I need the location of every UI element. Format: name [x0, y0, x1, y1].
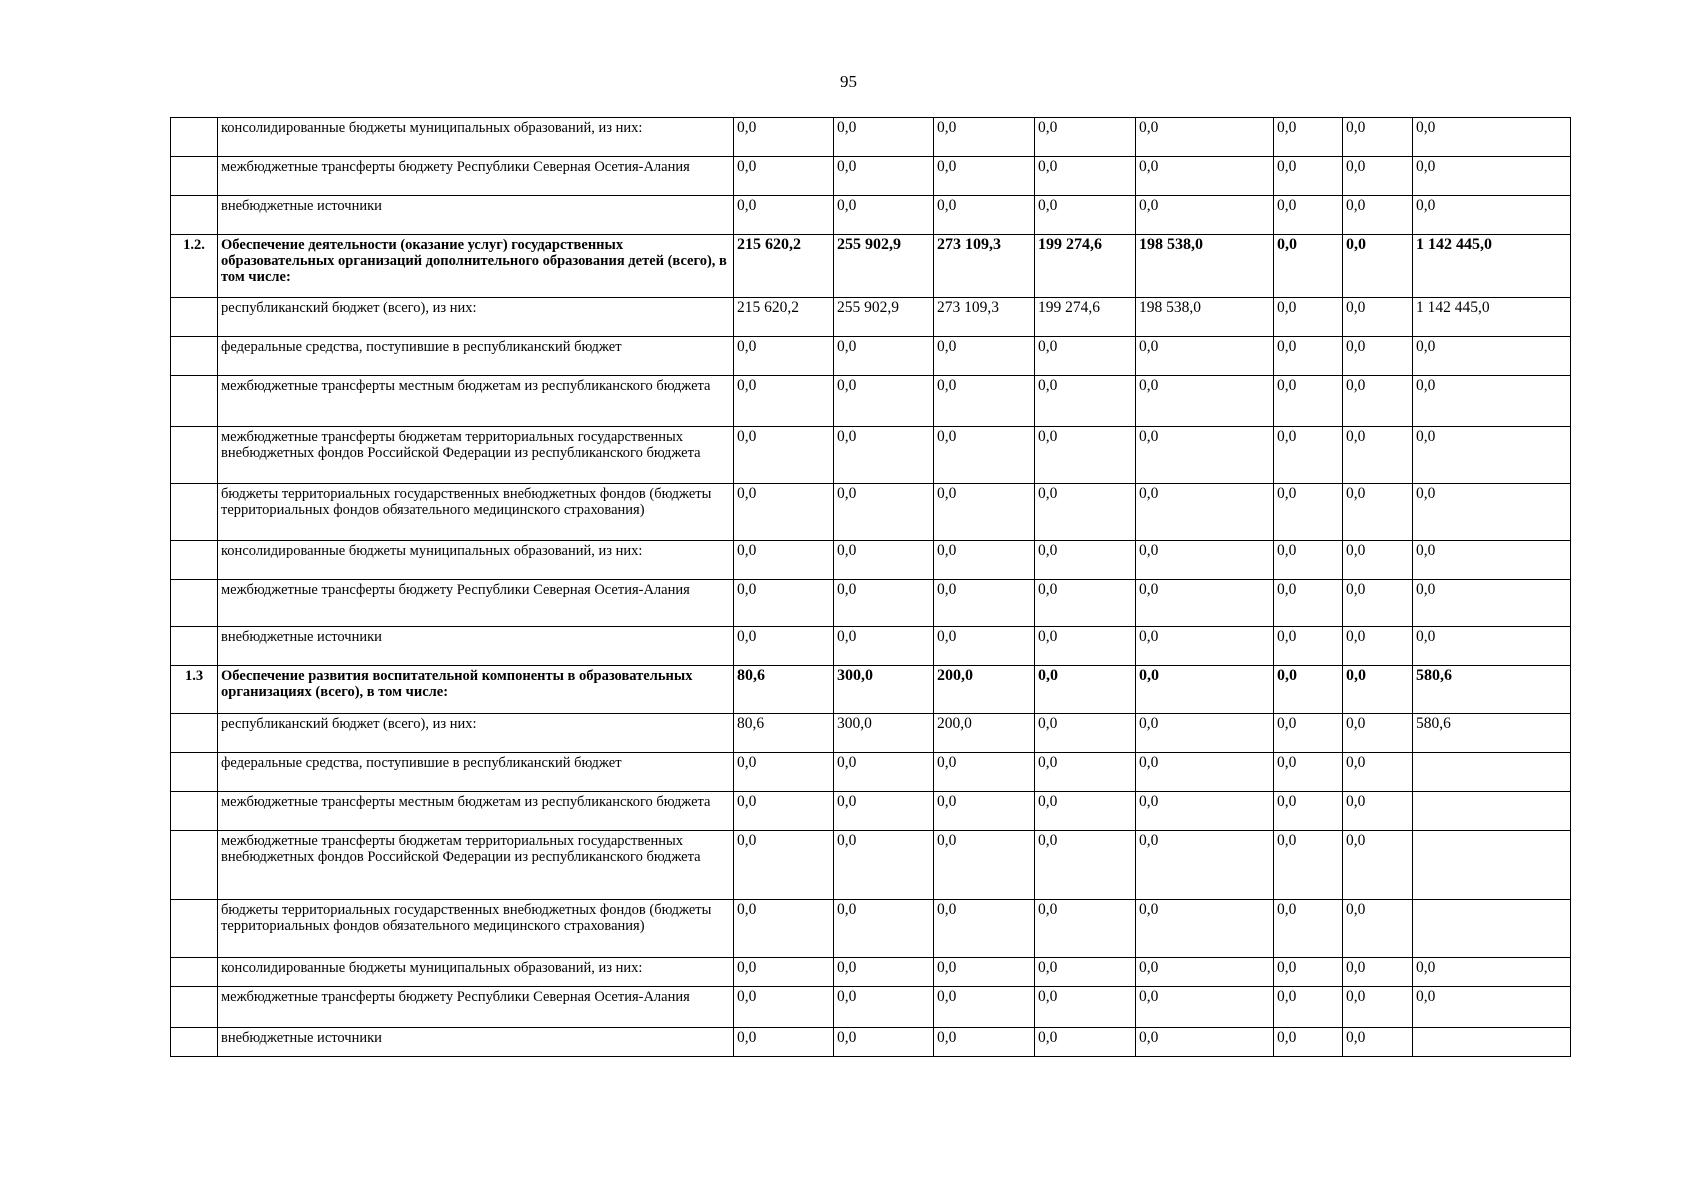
value-cell: 0,0 [834, 753, 934, 792]
table-row [171, 831, 1571, 900]
value-cell: 0,0 [1343, 298, 1413, 337]
row-number-cell [171, 1028, 218, 1057]
value-cell: 0,0 [1136, 958, 1274, 987]
value-cell: 215 620,2 [734, 235, 834, 298]
row-number-cell [171, 900, 218, 958]
table-row [171, 714, 1571, 753]
value-cell [1413, 753, 1571, 792]
value-cell: 0,0 [1136, 484, 1274, 541]
value-cell: 0,0 [1274, 484, 1343, 541]
value-cell: 0,0 [1413, 427, 1571, 484]
value-cell: 0,0 [1343, 157, 1413, 196]
value-cell: 0,0 [1343, 958, 1413, 987]
row-number-cell [171, 541, 218, 580]
table-row [171, 427, 1571, 484]
value-cell: 0,0 [1035, 900, 1136, 958]
value-cell [1413, 792, 1571, 831]
row-label-cell: консолидированные бюджеты муниципальных образований, из них: [218, 958, 734, 987]
value-cell [1413, 831, 1571, 900]
value-cell: 0,0 [734, 376, 834, 427]
value-cell: 0,0 [934, 118, 1035, 157]
value-cell: 0,0 [1274, 337, 1343, 376]
value-cell: 80,6 [734, 714, 834, 753]
value-cell: 0,0 [1413, 337, 1571, 376]
row-number-cell [171, 987, 218, 1028]
value-cell: 0,0 [734, 987, 834, 1028]
value-cell: 0,0 [1274, 714, 1343, 753]
value-cell: 0,0 [1343, 235, 1413, 298]
value-cell: 0,0 [734, 580, 834, 627]
value-cell: 0,0 [934, 541, 1035, 580]
value-cell: 0,0 [1274, 753, 1343, 792]
value-cell: 0,0 [834, 484, 934, 541]
value-cell: 0,0 [1413, 376, 1571, 427]
row-label-cell: бюджеты территориальных государственных внебюджетных фондов (бюджеты территориальных фондов обязательного медицинского страхования) [218, 900, 734, 958]
value-cell: 0,0 [1413, 484, 1571, 541]
value-cell: 0,0 [734, 337, 834, 376]
value-cell: 0,0 [934, 157, 1035, 196]
row-label-cell: внебюджетные источники [218, 196, 734, 235]
row-number-cell [171, 792, 218, 831]
table-row [171, 792, 1571, 831]
value-cell: 0,0 [734, 427, 834, 484]
value-cell: 0,0 [1035, 666, 1136, 714]
value-cell: 1 142 445,0 [1413, 235, 1571, 298]
value-cell: 0,0 [1343, 831, 1413, 900]
value-cell: 0,0 [1035, 1028, 1136, 1057]
value-cell: 0,0 [1343, 580, 1413, 627]
value-cell: 0,0 [934, 627, 1035, 666]
value-cell: 300,0 [834, 714, 934, 753]
table-row [171, 1028, 1571, 1057]
row-number-cell [171, 157, 218, 196]
value-cell: 0,0 [1136, 627, 1274, 666]
value-cell: 0,0 [1136, 118, 1274, 157]
value-cell: 0,0 [1413, 627, 1571, 666]
table-row [171, 666, 1571, 714]
value-cell: 273 109,3 [934, 235, 1035, 298]
table-row [171, 627, 1571, 666]
row-label-cell: межбюджетные трансферты бюджету Республики Северная Осетия-Алания [218, 987, 734, 1028]
row-number-cell [171, 753, 218, 792]
value-cell: 0,0 [1274, 627, 1343, 666]
row-number-cell [171, 427, 218, 484]
row-label-cell: консолидированные бюджеты муниципальных образований, из них: [218, 118, 734, 157]
row-number-cell [171, 831, 218, 900]
value-cell: 580,6 [1413, 666, 1571, 714]
value-cell: 200,0 [934, 666, 1035, 714]
row-label-cell: федеральные средства, поступившие в республиканский бюджет [218, 753, 734, 792]
value-cell: 0,0 [734, 792, 834, 831]
value-cell: 0,0 [834, 1028, 934, 1057]
row-label-cell: внебюджетные источники [218, 627, 734, 666]
value-cell: 0,0 [934, 196, 1035, 235]
row-label-cell: республиканский бюджет (всего), из них: [218, 298, 734, 337]
value-cell: 0,0 [1343, 337, 1413, 376]
value-cell: 200,0 [934, 714, 1035, 753]
value-cell: 0,0 [1343, 196, 1413, 235]
value-cell: 0,0 [1136, 987, 1274, 1028]
value-cell: 0,0 [1136, 157, 1274, 196]
value-cell: 0,0 [934, 958, 1035, 987]
value-cell: 0,0 [734, 541, 834, 580]
value-cell: 0,0 [1274, 298, 1343, 337]
value-cell: 0,0 [834, 196, 934, 235]
value-cell: 0,0 [834, 376, 934, 427]
value-cell: 215 620,2 [734, 298, 834, 337]
value-cell: 0,0 [1136, 1028, 1274, 1057]
value-cell: 0,0 [834, 541, 934, 580]
row-label-cell: межбюджетные трансферты местным бюджетам из республиканского бюджета [218, 376, 734, 427]
value-cell: 0,0 [1274, 1028, 1343, 1057]
value-cell: 0,0 [734, 484, 834, 541]
value-cell: 0,0 [1035, 958, 1136, 987]
value-cell: 0,0 [1274, 900, 1343, 958]
value-cell: 0,0 [834, 427, 934, 484]
row-number-cell: 1.2. [171, 235, 218, 298]
value-cell: 199 274,6 [1035, 298, 1136, 337]
value-cell: 0,0 [934, 376, 1035, 427]
value-cell: 80,6 [734, 666, 834, 714]
value-cell: 0,0 [1035, 118, 1136, 157]
value-cell: 0,0 [1274, 196, 1343, 235]
value-cell: 0,0 [1136, 196, 1274, 235]
value-cell: 0,0 [734, 753, 834, 792]
value-cell: 0,0 [1413, 196, 1571, 235]
row-label-cell: межбюджетные трансферты бюджету Республики Северная Осетия-Алания [218, 157, 734, 196]
value-cell: 0,0 [1274, 987, 1343, 1028]
value-cell: 0,0 [734, 900, 834, 958]
page-number: 95 [840, 72, 857, 91]
value-cell: 0,0 [934, 987, 1035, 1028]
value-cell: 0,0 [1136, 792, 1274, 831]
row-label-cell: республиканский бюджет (всего), из них: [218, 714, 734, 753]
value-cell: 0,0 [934, 1028, 1035, 1057]
value-cell: 255 902,9 [834, 235, 934, 298]
value-cell: 0,0 [1413, 118, 1571, 157]
value-cell: 0,0 [1343, 118, 1413, 157]
row-number-cell [171, 298, 218, 337]
table-row [171, 298, 1571, 337]
value-cell: 0,0 [1035, 831, 1136, 900]
value-cell: 0,0 [934, 753, 1035, 792]
value-cell: 0,0 [1035, 541, 1136, 580]
value-cell: 255 902,9 [834, 298, 934, 337]
value-cell: 0,0 [1413, 580, 1571, 627]
row-label-cell: федеральные средства, поступившие в республиканский бюджет [218, 337, 734, 376]
value-cell: 0,0 [1343, 792, 1413, 831]
value-cell: 0,0 [1274, 958, 1343, 987]
value-cell: 0,0 [834, 118, 934, 157]
row-number-cell [171, 580, 218, 627]
value-cell: 0,0 [834, 831, 934, 900]
value-cell: 0,0 [1035, 792, 1136, 831]
value-cell: 0,0 [1343, 541, 1413, 580]
table-row [171, 337, 1571, 376]
value-cell: 0,0 [1274, 541, 1343, 580]
value-cell: 0,0 [834, 157, 934, 196]
value-cell: 273 109,3 [934, 298, 1035, 337]
value-cell: 198 538,0 [1136, 235, 1274, 298]
value-cell: 0,0 [834, 627, 934, 666]
value-cell: 0,0 [1136, 580, 1274, 627]
value-cell: 0,0 [1035, 196, 1136, 235]
table-row [171, 958, 1571, 987]
value-cell: 0,0 [734, 1028, 834, 1057]
row-number-cell [171, 484, 218, 541]
row-label-cell: Обеспечение деятельности (оказание услуг) государственных образовательных организаций дополнительного образования детей (всего), в том числе: [218, 235, 734, 298]
value-cell: 0,0 [1035, 337, 1136, 376]
value-cell: 0,0 [1136, 337, 1274, 376]
value-cell: 0,0 [834, 958, 934, 987]
table-row [171, 541, 1571, 580]
value-cell: 0,0 [1413, 987, 1571, 1028]
row-number-cell [171, 118, 218, 157]
value-cell: 0,0 [734, 118, 834, 157]
row-label-cell: бюджеты территориальных государственных внебюджетных фондов (бюджеты территориальных фондов обязательного медицинского страхования) [218, 484, 734, 541]
value-cell: 0,0 [1136, 831, 1274, 900]
value-cell: 0,0 [1136, 666, 1274, 714]
table-row [171, 376, 1571, 427]
value-cell: 0,0 [1413, 958, 1571, 987]
value-cell: 0,0 [1274, 376, 1343, 427]
value-cell: 0,0 [1274, 666, 1343, 714]
value-cell: 0,0 [1136, 376, 1274, 427]
value-cell: 0,0 [1343, 666, 1413, 714]
value-cell: 0,0 [1343, 376, 1413, 427]
table-row [171, 157, 1571, 196]
row-label-cell: консолидированные бюджеты муниципальных образований, из них: [218, 541, 734, 580]
row-number-cell [171, 376, 218, 427]
table-row [171, 196, 1571, 235]
value-cell: 0,0 [834, 792, 934, 831]
value-cell: 0,0 [1343, 427, 1413, 484]
value-cell: 0,0 [734, 958, 834, 987]
value-cell: 199 274,6 [1035, 235, 1136, 298]
value-cell: 0,0 [1035, 484, 1136, 541]
value-cell: 0,0 [934, 427, 1035, 484]
value-cell: 0,0 [1136, 541, 1274, 580]
value-cell: 0,0 [834, 900, 934, 958]
value-cell: 0,0 [1274, 235, 1343, 298]
table-row [171, 753, 1571, 792]
value-cell [1413, 1028, 1571, 1057]
value-cell: 0,0 [1035, 427, 1136, 484]
row-label-cell: межбюджетные трансферты бюджету Республики Северная Осетия-Алания [218, 580, 734, 627]
row-number-cell: 1.3 [171, 666, 218, 714]
value-cell: 0,0 [934, 831, 1035, 900]
value-cell: 0,0 [1274, 118, 1343, 157]
row-label-cell: межбюджетные трансферты местным бюджетам из республиканского бюджета [218, 792, 734, 831]
budget-table [170, 117, 1571, 1057]
value-cell: 0,0 [1136, 900, 1274, 958]
table-row [171, 987, 1571, 1028]
table-row [171, 118, 1571, 157]
table-row [171, 900, 1571, 958]
value-cell: 0,0 [1035, 580, 1136, 627]
value-cell: 0,0 [1343, 987, 1413, 1028]
value-cell: 0,0 [1274, 580, 1343, 627]
value-cell: 0,0 [1136, 427, 1274, 484]
value-cell: 0,0 [1343, 627, 1413, 666]
value-cell: 580,6 [1413, 714, 1571, 753]
value-cell: 0,0 [1136, 753, 1274, 792]
value-cell: 0,0 [934, 580, 1035, 627]
table-row [171, 580, 1571, 627]
row-label-cell: межбюджетные трансферты бюджетам территориальных государственных внебюджетных фондов Российской Федерации из республиканского бюджета [218, 831, 734, 900]
value-cell: 0,0 [1343, 714, 1413, 753]
value-cell: 198 538,0 [1136, 298, 1274, 337]
row-number-cell [171, 958, 218, 987]
row-number-cell [171, 196, 218, 235]
value-cell: 0,0 [1035, 376, 1136, 427]
value-cell: 0,0 [1274, 157, 1343, 196]
value-cell: 0,0 [1274, 831, 1343, 900]
table-row [171, 235, 1571, 298]
value-cell: 0,0 [934, 900, 1035, 958]
value-cell: 0,0 [1035, 157, 1136, 196]
value-cell: 0,0 [1343, 484, 1413, 541]
value-cell: 0,0 [734, 196, 834, 235]
value-cell: 0,0 [1274, 427, 1343, 484]
value-cell: 300,0 [834, 666, 934, 714]
row-number-cell [171, 627, 218, 666]
row-label-cell: Обеспечение развития воспитательной компоненты в образовательных организациях (всего), в том числе: [218, 666, 734, 714]
value-cell: 1 142 445,0 [1413, 298, 1571, 337]
row-number-cell [171, 714, 218, 753]
value-cell: 0,0 [834, 987, 934, 1028]
row-label-cell: внебюджетные источники [218, 1028, 734, 1057]
value-cell: 0,0 [1035, 987, 1136, 1028]
value-cell: 0,0 [1413, 541, 1571, 580]
value-cell: 0,0 [734, 831, 834, 900]
value-cell: 0,0 [1343, 1028, 1413, 1057]
value-cell: 0,0 [1136, 714, 1274, 753]
row-number-cell [171, 337, 218, 376]
value-cell: 0,0 [934, 792, 1035, 831]
value-cell: 0,0 [1274, 792, 1343, 831]
value-cell: 0,0 [1343, 753, 1413, 792]
value-cell [1413, 900, 1571, 958]
value-cell: 0,0 [1413, 157, 1571, 196]
value-cell: 0,0 [934, 337, 1035, 376]
value-cell: 0,0 [934, 484, 1035, 541]
value-cell: 0,0 [1035, 753, 1136, 792]
value-cell: 0,0 [734, 157, 834, 196]
value-cell: 0,0 [1035, 627, 1136, 666]
value-cell: 0,0 [1343, 900, 1413, 958]
row-label-cell: межбюджетные трансферты бюджетам территориальных государственных внебюджетных фондов Российской Федерации из республиканского бюджета [218, 427, 734, 484]
value-cell: 0,0 [834, 580, 934, 627]
value-cell: 0,0 [834, 337, 934, 376]
value-cell: 0,0 [734, 627, 834, 666]
table-row [171, 484, 1571, 541]
value-cell: 0,0 [1035, 714, 1136, 753]
